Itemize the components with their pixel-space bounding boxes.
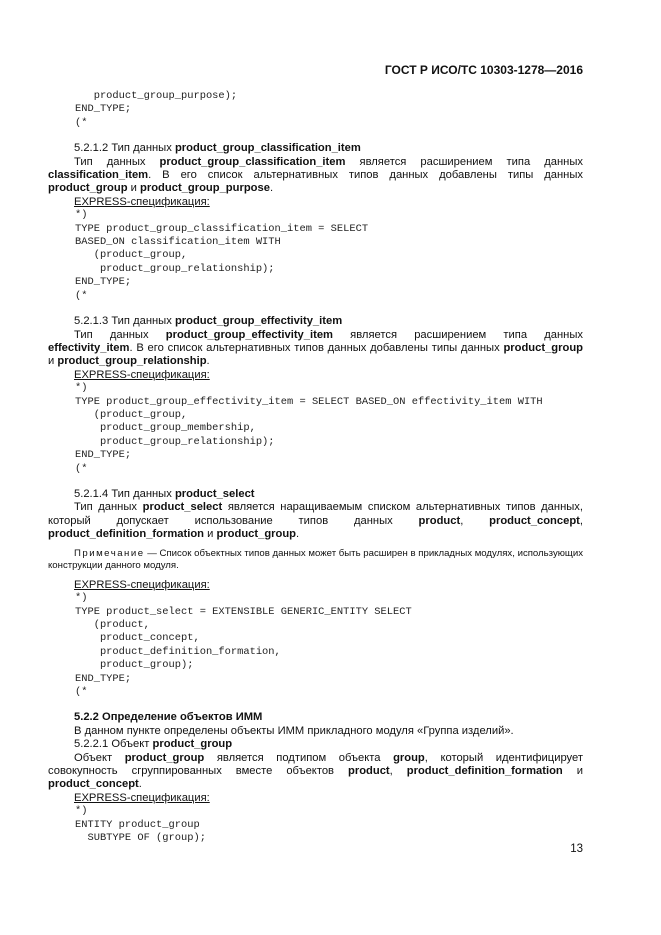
code-line: product_definition_formation, — [75, 645, 281, 658]
express-label: EXPRESS-спецификация: — [74, 791, 210, 804]
paragraph-classification-item: Тип данных product_group_classification_item является расширением типа данных classification_item. В его список альтернативных типов данных добавлены типы данных product_group и product_group_purpose. — [48, 155, 583, 195]
paragraph-product-group: Объект product_group является подтипом объекта group, который идентифицирует совокупность сгруппированных вместе объектов product, product_definition_formation и product_concept. — [48, 751, 583, 791]
section-heading-5-2-2: 5.2.2 Определение объектов ИММ — [74, 711, 263, 724]
express-label: EXPRESS-спецификация: — [74, 578, 210, 591]
note-paragraph: Примечание — Список объектных типов данных может быть расширен в прикладных модулях, использующих конструкции данного модуля. — [48, 547, 583, 572]
code-line: (product_group, — [75, 249, 188, 262]
code-line: (product_group, — [75, 408, 188, 421]
code-line: END_TYPE; — [75, 103, 132, 116]
page-content — [48, 90, 583, 846]
code-line: (* — [75, 289, 88, 302]
section-heading-5-2-2-1: 5.2.2.1 Объект product_group — [74, 738, 233, 751]
code-line: *) — [75, 805, 88, 818]
code-line: ENTITY product_group — [75, 818, 200, 831]
code-line: TYPE product_group_classification_item = SELECT — [75, 222, 369, 235]
code-line: (* — [75, 116, 88, 129]
code-line: (product, — [75, 619, 150, 631]
code-line: product_group); — [75, 659, 194, 672]
standard-header: ГОСТ Р ИСО/ТС 10303-1278—2016 — [384, 63, 583, 77]
code-line: TYPE product_group_effectivity_item = SELECT BASED_ON effectivity_item WITH — [75, 395, 543, 408]
code-line: END_TYPE; — [75, 449, 132, 462]
code-line: END_TYPE; — [75, 276, 132, 289]
code-line: (* — [75, 686, 88, 699]
code-line: *) — [75, 592, 88, 605]
code-line: SUBTYPE OF (group); — [75, 832, 206, 845]
code-line: *) — [75, 209, 88, 222]
section-heading-5-2-1-4: 5.2.1.4 Тип данных product_select — [74, 487, 255, 500]
code-block-effectivity-item — [75, 382, 583, 476]
code-block-classification-item — [75, 209, 583, 303]
express-label: EXPRESS-спецификация: — [74, 368, 210, 381]
code-line: product_concept, — [75, 632, 200, 645]
code-line: BASED_ON classification_item WITH — [75, 236, 281, 249]
code-line: product_group_relationship); — [75, 262, 275, 275]
page-number: 13 — [570, 843, 583, 855]
code-block-product-group — [75, 805, 583, 845]
code-line: product_group_relationship); — [75, 435, 275, 448]
section-heading-5-2-1-2: 5.2.1.2 Тип данных product_group_classification_item — [74, 142, 361, 155]
code-line: product_group_membership, — [75, 422, 256, 435]
code-line: product_group_purpose); — [75, 90, 238, 102]
code-block-top — [75, 90, 583, 130]
code-line: (* — [75, 462, 88, 475]
paragraph-effectivity-item: Тип данных product_group_effectivity_item является расширением типа данных effectivity_item. В его список альтернативных типов данных добавлены типы данных product_group и product_group_relationship. — [48, 328, 583, 368]
express-label: EXPRESS-спецификация: — [74, 195, 210, 208]
paragraph-product-select: Тип данных product_select является наращиваемым списком альтернативных типов данных, который допускает использование типов данных product, product_concept, product_definition_formation и product_group. — [48, 501, 583, 541]
paragraph-intro: В данном пункте определены объекты ИММ прикладного модуля «Группа изделий». — [74, 724, 514, 737]
note-label: Примечание — [74, 547, 145, 559]
section-heading-5-2-1-3: 5.2.1.3 Тип данных product_group_effectivity_item — [74, 315, 343, 328]
code-block-product-select — [75, 592, 583, 699]
code-line: TYPE product_select = EXTENSIBLE GENERIC_ENTITY SELECT — [75, 605, 412, 618]
code-line: END_TYPE; — [75, 672, 132, 685]
code-line: *) — [75, 382, 88, 395]
